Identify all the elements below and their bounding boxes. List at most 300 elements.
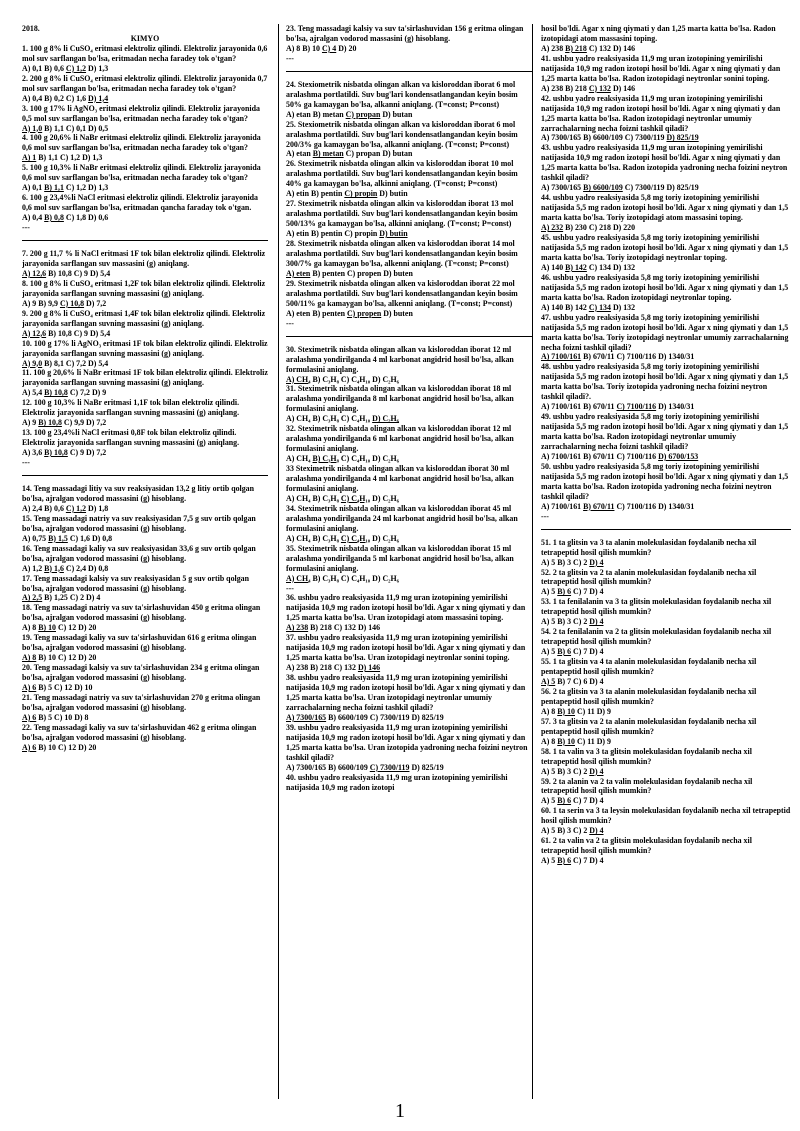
answer-option: D) 20	[78, 742, 97, 752]
answer-option-marked: A) 2,5	[22, 593, 43, 603]
question-text: 58. 1 ta valin va 3 ta glitsin molekulasidan foydalanib necha xil tetrapeptid hosil qilish mumkin?	[541, 746, 752, 766]
answer-option-marked: B) 6600/109	[583, 183, 623, 193]
answer-option: D) 4	[589, 647, 604, 657]
answer-option: C) 132	[333, 663, 356, 673]
answer-options	[22, 713, 268, 723]
question-item	[541, 568, 791, 598]
answer-option: B) 6600/109	[328, 712, 368, 722]
answer-option-marked: C) propin	[344, 189, 378, 199]
answer-option: C) 1,6	[65, 93, 87, 103]
question-item	[286, 384, 532, 424]
answer-option: C) 9	[69, 448, 85, 458]
question-text: 59. 2 ta alanin va 2 ta valin molekulasidan foydalanib necha xil tetrapeptid hosil qilish mumkin?	[541, 776, 753, 796]
answer-option-marked: A) 238	[286, 623, 309, 633]
answer-option: C) propan	[345, 149, 381, 159]
answer-option-marked: D) 6700/153	[658, 451, 699, 461]
answer-option-marked: C) 134	[588, 302, 611, 312]
answer-option: B) 0,6	[44, 63, 64, 73]
answer-option: C) 132	[333, 623, 356, 633]
answer-option: D) 146	[612, 83, 636, 93]
answer-option-marked: D) 1,4	[88, 93, 109, 103]
question-text: 39. ushbu yadro reaksiyasida 11,9 mg uran izotopining yemirilishi natijasida 10,9 mg radon izotopi hosil bo'ldi. Agar x ning qiymati y dan 1,25 marta katta bo'lsa. Uran izotopida yadroning necha foizini neytron tashkil qiladi?	[286, 722, 528, 762]
answer-option: D) 9	[596, 706, 611, 716]
answer-options	[541, 133, 791, 143]
answer-option-marked: A) 9,0	[22, 358, 43, 368]
answer-option: D) C₂H₆	[372, 454, 400, 464]
answer-options	[286, 149, 532, 159]
answer-options	[22, 448, 268, 458]
answer-option-marked: B) C₃H₈	[312, 454, 339, 464]
answer-option: A) 5	[541, 587, 556, 597]
answer-option: A) 8	[541, 706, 556, 716]
answer-option-marked: C) 10,8	[59, 298, 85, 308]
section-end-marker: ---	[22, 223, 30, 233]
question-text: 18. Teng massadagi natriy va suv ta'sirlashuvidan 450 g eritma olingan bo'lsa, ajralgan vodorod massasini (g) hisoblang.	[22, 603, 261, 623]
answer-option: C) 12	[57, 653, 77, 663]
answer-options	[541, 707, 791, 717]
question-text: 25. Stexiometrik nisbatda olingan alkan va kisloroddan iborat 6 mol aralashma portlatildi. Suv bug'lari kondensatlangandan keyin bosim 200/3% ga kamaygan bo'lsa, alkanni aniqlang. (T=const; P=const)	[286, 119, 518, 149]
answer-option: C) 0,1	[65, 123, 87, 133]
answer-option: A) 5	[541, 796, 556, 806]
answer-option: B) 3	[557, 766, 572, 776]
question-item	[286, 279, 532, 319]
answer-option: C) 11	[576, 736, 595, 746]
section-divider	[22, 475, 268, 476]
answer-option: D) 8	[74, 712, 89, 722]
answer-option: C) 7100/116	[616, 501, 657, 511]
answer-option-marked: A) eten	[286, 268, 311, 278]
answer-option-marked: B) 6	[557, 647, 572, 657]
answer-options	[286, 414, 532, 424]
answer-option: C) 1,2	[59, 153, 81, 163]
question-text: 17. Teng massadagi kalsiy va suv reaksiyasidan 5 g suv ortib qolgan bo'lsa, ajralgan vodorod massasini (g) hisoblang.	[22, 573, 249, 593]
question-text: 26. Steximetrik nisbatda olingan alkin va kisloroddan iborat 10 mol aralashma portlatildi. Suv bug'lari kondensatlangandan keyin bosim 40% ga kamaygan bo'lsa, alkinni aniqlang. (T=const; P=const)	[286, 159, 518, 189]
answer-option-marked: D) C₂H₆	[372, 414, 400, 424]
question-item	[286, 464, 532, 504]
question-item	[541, 777, 791, 807]
section-end-marker: ---	[286, 583, 294, 593]
answer-option: B) metan	[312, 109, 344, 119]
text-column-1	[22, 24, 268, 1099]
question-item	[541, 836, 791, 866]
answer-option: C) 1,2	[65, 183, 87, 193]
answer-option-marked: C) C₄H₁₀	[340, 493, 371, 503]
answer-option: C) 134	[588, 262, 611, 272]
answer-option: B) pentin	[311, 189, 343, 199]
question-item	[541, 233, 791, 273]
answer-option: D) 7,2	[86, 448, 107, 458]
answer-option: C) 7	[573, 856, 588, 866]
question-text: 4. 100 g 20,6% li NaBr eritmasi elektroliz qilindi. Elektroliz jarayonida 0,6 mol suv sarflangan bo'lsa, eritmadan necha faradey tok o'tgan?	[22, 133, 261, 153]
answer-option: D) 220	[612, 223, 636, 233]
answer-option: A) 238	[541, 83, 564, 93]
answer-option-marked: C) 7300/119	[369, 762, 410, 772]
question-text: 47. ushbu yadro reaksiyasida 5,8 mg toriy izotopining yemirilishi natijasida 5,5 mg radon izotopi hosil bo'ldi. Agar x ning qiymati y dan 1,5 marta katta bo'lsa. Toriy izotopidagi neytronlar umumiy zarrachalarning necha foizni tashkil qiladi?	[541, 312, 789, 352]
answer-option: D) 1,3	[88, 63, 109, 73]
answer-option: D) C₂H₆	[372, 493, 400, 503]
answer-options	[22, 653, 268, 663]
answer-option-marked: B) 6	[557, 587, 572, 597]
answer-option: B) pentin	[311, 229, 343, 239]
question-item	[22, 279, 268, 309]
question-item	[541, 657, 791, 687]
answer-option: A) 7300/165	[541, 133, 582, 143]
question-text: 45. ushbu yadro reaksiyasida 5,8 mg toriy izotopining yemirilishi natijasida 5,5 mg radon izotopi hosil bo'ldi. Agar x ning qiymati y dan 1,5 marta katta bo'lsa. Toriy izotopidagi neytronlar toping.	[541, 233, 789, 262]
answer-options	[541, 826, 791, 836]
answer-option-marked: B) 10	[38, 623, 56, 633]
question-item	[541, 313, 791, 363]
answer-options	[22, 269, 268, 279]
answer-option: D) buten	[383, 308, 413, 318]
answer-option: A) 0,4	[22, 213, 43, 223]
question-item	[541, 806, 791, 836]
answer-option: C) 12	[57, 742, 77, 752]
answer-option: A) 140	[541, 302, 564, 312]
answer-option: D) 4	[589, 796, 604, 806]
answer-options	[286, 110, 532, 120]
answer-option: D) 146	[357, 623, 381, 633]
answer-option: B) 7	[557, 677, 572, 686]
answer-option: C) 7	[573, 796, 588, 806]
answer-option-marked: B) 6	[557, 796, 572, 806]
answer-option: C) 7100/116	[616, 451, 657, 461]
answer-option: B) 10,8	[48, 268, 72, 278]
answer-options	[286, 663, 532, 673]
answer-option: D) 4	[589, 587, 604, 597]
question-item	[22, 574, 268, 604]
question-text: 28. Steximetrik nisbatda olingan alken va kisloroddan iborat 14 mol aralashma portlatildi. Suv bug'lari kondensatlangandan keyin bosim 300/7% ga kamaygan bo'lsa, alkenni aniqlang. (T=const; P=const)	[286, 239, 518, 268]
answer-option-marked: D) 4	[589, 617, 604, 627]
answer-option: C) 7100/116	[616, 352, 657, 362]
question-item	[286, 723, 532, 773]
question-item	[22, 193, 268, 223]
answer-option: C) propin	[344, 229, 378, 239]
answer-option-marked: B) metan	[312, 149, 344, 159]
question-item	[541, 273, 791, 313]
answer-option: B) C₃H₈	[312, 493, 339, 503]
answer-option: A) etin	[286, 229, 310, 239]
answer-options	[286, 713, 532, 723]
answer-options	[22, 64, 268, 74]
answer-options	[541, 303, 791, 313]
answer-option: A) etan	[286, 109, 311, 119]
question-item	[286, 504, 532, 544]
question-text: 52. 2 ta glitsin va 2 ta alanin molekulasidan foydalanib necha xil tetrapeptid hosil qilish mumkin?	[541, 567, 757, 587]
answer-option: C) 12	[54, 683, 73, 693]
answer-option: A) 238	[286, 663, 309, 673]
section-divider	[22, 240, 268, 241]
answer-option: B) 670/11	[583, 352, 615, 362]
question-text: 50. ushbu yadro reaksiyasida 5,8 mg toriy izotopining yemirilishi natijasida 5,5 mg radon izotopi hosil bo'ldi. Agar x ning qiymati y dan 1,5 marta katta bo'lsa. Radon izotopida yadroning necha foizini neytron tashkil qiladi?	[541, 461, 789, 501]
question-text: 9. 200 g 8% li CuSO₄ eritmasi 1,4F tok bilan elektroliz qilindi. Elektroliz jarayonida sarflangan suvning massasini (g) aniqlang.	[22, 308, 266, 328]
answer-options	[541, 502, 791, 512]
answer-option: C) 1,6	[69, 533, 90, 543]
answer-option: A) 8	[541, 736, 556, 746]
answer-option: B) 670/11	[583, 451, 615, 461]
answer-options	[541, 677, 791, 687]
answer-option: C) 9	[73, 328, 88, 338]
answer-options	[286, 375, 532, 385]
answer-options	[22, 564, 268, 574]
question-item	[22, 633, 268, 663]
answer-option: A) 8	[286, 43, 301, 53]
question-item	[286, 24, 532, 54]
answer-option: D) 0,8	[91, 533, 113, 543]
answer-options	[286, 269, 532, 279]
column-1-body	[22, 44, 268, 753]
question-item	[541, 538, 791, 568]
question-text: 34. Steximetrik nisbatda olingan alkan va kisloroddan iborat 45 ml aralashma yondirilganda 24 ml karbonat angidrid hosil bo'lsa, alkan formulasini aniqlang.	[286, 503, 518, 533]
answer-option-marked: B) 10,8	[44, 388, 68, 398]
answer-options	[286, 574, 532, 584]
question-text: 60. 1 ta serin va 3 ta leysin molekulasidan foydalanib necha xil tetrapeptid hosil qilish mumkin?	[541, 806, 791, 826]
question-text: 21. Teng massadagi natriy va suv ta'sirlashuvidan 270 g eritma olingan bo'lsa, ajralgan vodorod massasini (g) hisoblang.	[22, 693, 261, 712]
answer-option: C) 6	[573, 677, 588, 686]
answer-option: D) C₂H₆	[372, 573, 400, 583]
answer-options	[541, 352, 791, 362]
section-divider	[286, 336, 532, 337]
page-number: 1	[395, 1100, 405, 1122]
answer-option: C) 2	[573, 826, 588, 836]
column-divider-left	[278, 24, 279, 1099]
answer-option: A) 7300/165	[286, 762, 327, 772]
answer-options	[22, 593, 268, 603]
answer-option: A) 8	[22, 623, 37, 633]
answer-option: A) 0,1	[22, 183, 43, 193]
answer-option-marked: C) 7100/116	[616, 402, 657, 412]
answer-option-marked: D) 4	[589, 826, 604, 836]
question-text: 19. Teng massadagi kaliy va suv ta'sirlashuvidan 616 g eritma olingan bo'lsa, ajralgan vodorod massasini (g) hisoblang.	[22, 633, 257, 653]
answer-option: D) 9	[596, 736, 611, 746]
question-item	[541, 24, 791, 54]
answer-options	[541, 737, 791, 747]
answer-option-marked: A) 7100/161	[541, 352, 582, 362]
answer-options	[22, 388, 268, 398]
answer-option: A) CH₄	[286, 454, 311, 464]
answer-option-marked: B) 1,6	[44, 563, 64, 573]
question-text: 20. Teng massadagi kalsiy va suv ta'sirlashuvidan 234 g eritma olingan bo'lsa, ajralgan vodorod massasini (g) hisoblang.	[22, 663, 260, 683]
answer-option-marked: A) CH₄	[286, 573, 311, 583]
question-text: 48. ushbu yadro reaksiyasida 5,8 mg toriy izotopining yemirilishi natijasida 5,5 mg radon izotopi hosil bo'ldi. Agar x ning qiymati y dan 1,5 marta katta bo'lsa. Toriy izotopida yadroning necha foizini neytron tashkil qiladi?.	[541, 362, 789, 402]
answer-option-marked: C) propen	[346, 308, 382, 318]
answer-options	[286, 454, 532, 464]
answer-option-marked: A) 7300/165	[286, 712, 327, 722]
question-item	[22, 428, 268, 458]
answer-options	[22, 623, 268, 633]
answer-option-marked: C) C₄H₁₀	[340, 533, 371, 543]
answer-option: A) CH₄	[286, 414, 311, 424]
question-item	[22, 663, 268, 693]
question-text: 53. 1 ta fenilalanin va 3 ta glitsin molekulasidan foydalanib necha xil tetrapeptid hosil qilish mumkin?	[541, 597, 772, 617]
column-2-body	[286, 24, 532, 793]
answer-option: B) 5	[38, 683, 53, 693]
question-text: 29. Steximetrik nisbatda olingan alken va kisloroddan iborat 22 mol aralashma portlatildi. Suv bug'lari kondensatlangandan keyin bosim 500/11% ga kamaygan bo'lsa, alkenni aniqlang. (T=const; P=const)	[286, 278, 518, 308]
answer-option: D) C₂H₆	[372, 533, 400, 543]
answer-option: A) 1,2	[22, 563, 43, 573]
answer-option: D) buten	[383, 268, 413, 278]
question-text: 31. Steximetrik nisbatda olingan alkan va kisloroddan iborat 18 ml aralashma yondirilganda 8 ml karbonat angidrid hosil bo'lsa, alkan formulasini aniqlang.	[286, 384, 514, 414]
answer-options	[541, 647, 791, 657]
question-text: 3. 100 g 17% li AgNO₃ eritmasi elektroliz qilindi. Elektroliz jarayonida 0,5 mol suv sarflangan bo'lsa, eritmadan necha faradey tok o'tgan?	[22, 103, 260, 123]
answer-option: D) 4	[86, 593, 101, 603]
question-item	[286, 120, 532, 160]
answer-option: A) 140	[541, 262, 564, 272]
answer-option: D) 5,4	[89, 328, 111, 338]
answer-option: D) 1,3	[88, 183, 109, 193]
answer-option: A) 0,4	[22, 93, 43, 103]
answer-option-marked: A) 232	[541, 223, 564, 233]
answer-option: C) 7	[573, 587, 588, 597]
question-item	[22, 309, 268, 339]
answer-option: B) 230	[565, 223, 587, 233]
answer-options	[541, 558, 791, 568]
answer-option-marked: B) 6	[557, 856, 572, 866]
answer-option-marked: D) butin	[379, 229, 408, 239]
answer-option: C) 9	[73, 268, 88, 278]
answer-option: D) 4	[589, 856, 604, 866]
answer-option: A) 3,6	[22, 448, 43, 458]
answer-options	[22, 504, 268, 514]
question-item	[541, 687, 791, 717]
question-item	[22, 603, 268, 633]
question-text: 43. ushbu yadro reaksiyasida 11,9 mg uran izotopining yemirilishi natijasida 10,9 mg radon izotopi hosil bo'ldi. Agar x ning qiymati y dan 1,25 marta katta bo'lsa. Radon izotopida yadroning necha foizini neytron tashkil qiladi?	[541, 143, 788, 183]
answer-option: B) 1,1	[44, 123, 64, 133]
answer-options	[286, 763, 532, 773]
answer-option: B) 6600/109	[328, 762, 368, 772]
answer-option: C) C₄H₁₀	[340, 374, 371, 384]
question-item	[541, 412, 791, 462]
answer-options	[541, 263, 791, 273]
answer-option-marked: D) 4	[589, 557, 604, 567]
answer-option: B) 670/11	[583, 402, 615, 412]
question-text: 42. ushbu yadro reaksiyasida 11,9 mg uran izotopining yemirilishi natijasida 10,9 mg radon izotopi hosil bo'ldi. Agar x ning qiymati y dan 1,25 marta katta bo'lsa. Radon izotopidagi neytronlar umumiy zarrachalarning necha foizni tashkil qiladi?	[541, 93, 781, 133]
question-text: 38. ushbu yadro reaksiyasida 11,9 mg uran izotopining yemirilishi natijasida 10,9 mg radon izotopi hosil bo'ldi. Agar x ning qiymati y dan 1,25 marta katta bo'lsa. Uran izotopidagi neytronlar umumiy zarrachalarning necha foizni tashkil qiladi?	[286, 673, 526, 712]
answer-option: B) 9,9	[38, 298, 58, 308]
question-item	[286, 199, 532, 239]
answer-option: D) 7,2	[86, 298, 107, 308]
answer-option: A) 5	[541, 617, 556, 627]
answer-option-marked: B) 1,1	[44, 183, 64, 193]
answer-option: B) C₃H₈	[312, 414, 339, 424]
column-3-body	[541, 24, 791, 866]
answer-options	[286, 229, 532, 239]
answer-option: B) 142	[565, 302, 587, 312]
answer-option: A) 7100/161	[541, 501, 582, 511]
answer-option: D) 1,8	[88, 503, 109, 513]
answer-option: C) 9,9	[63, 418, 85, 428]
answer-option: A) 2,4	[22, 503, 43, 513]
answer-option: A) 5	[541, 856, 556, 866]
question-item	[541, 717, 791, 747]
answer-option: A) 0,1	[22, 63, 43, 73]
answer-option: D) 20	[338, 43, 357, 53]
answer-option: C) 2	[573, 557, 588, 567]
question-text: 56. 2 ta glitsin va 3 ta alanin molekulasidan foydalanib necha xil pentapeptid hosil qilish mumkin?	[541, 686, 757, 706]
question-text: 30. Steximetrik nisbatda olingan alkan va kisloroddan iborat 12 ml aralashma yondirilganda 4 ml karbonat angidrid hosil bo'lsa, alkan formulasini aniqlang.	[286, 344, 514, 374]
question-text: 8. 100 g 8% li CuSO₄ eritmasi 1,2F tok bilan elektroliz qilindi. Elektroliz jarayonida sarflangan suvning massasini (g) aniqlang.	[22, 278, 266, 298]
answer-option: C) 7300/119	[369, 712, 410, 722]
answer-option: D) 20	[78, 623, 97, 633]
answer-option-marked: D) 825/19	[666, 133, 699, 143]
answer-option: B) C₃H₈	[312, 374, 339, 384]
answer-options	[22, 683, 268, 693]
question-item	[541, 94, 791, 144]
question-item	[286, 239, 532, 279]
answer-option-marked: A) 1	[22, 153, 37, 163]
answer-option: D) 0,8	[88, 563, 109, 573]
answer-option-marked: A) 6	[22, 683, 37, 693]
question-text: 61. 2 ta valin va 2 ta glitsin molekulasidan foydalanib necha xil tetrapeptid hosil qilish mumkin?	[541, 836, 752, 856]
answer-option: C) propen	[346, 268, 382, 278]
question-text: 24. Stexiometrik nisbatda olingan alkan va kisloroddan iborat 6 mol aralashma portlatildi. Suv bug'lari kondensatlangandan keyin bosim 50% ga kamaygan bo'lsa, alkanni aniqlang. (T=const; P=const)	[286, 79, 518, 109]
answer-option: B) 6600/109	[583, 133, 623, 143]
question-text: 51. 1 ta glitsin va 3 ta alanin molekulasidan foydalanib necha xil tetrapeptid hosil qilish mumkin?	[541, 537, 757, 557]
answer-option: D) 5,4	[88, 358, 109, 368]
question-text: 23. Teng massadagi kalsiy va suv ta'sirlashuvidan 156 g eritma olingan bo'lsa, ajralgan vodorod massasini (g) hisoblang.	[286, 24, 524, 43]
question-text: 33 Steximetrik nisbatda olingan alkan va kisloroddan iborat 30 ml aralashma yondirilganda 4 ml karbonat angidrid hosil bo'lsa, alkan formulasini aniqlang.	[286, 464, 514, 493]
answer-options	[22, 124, 268, 134]
answer-option: B) 3	[557, 617, 572, 627]
question-text: 49. ushbu yadro reaksiyasida 5,8 mg toriy izotopining yemirilishi natijasida 5,5 mg radon izotopi hosil bo'ldi. Agar x ning qiymati y dan 1,5 marta katta bo'lsa. Radon izotopidagi neytronlar umumiy zarrachalarning necha foizni tashkil qiladi?	[541, 412, 789, 452]
question-text: 11. 100 g 20,6% li NaBr eritmasi 1F tok bilan elektroliz qilindi. Elektroliz jarayonida sarflangan suvning massasini (g) aniqlang.	[22, 368, 268, 388]
question-item	[22, 339, 268, 369]
question-item	[22, 544, 268, 574]
answer-option: D) 10	[74, 683, 93, 693]
question-item	[22, 693, 268, 723]
answer-option: C) 10	[54, 712, 73, 722]
question-item	[22, 514, 268, 544]
answer-option: D) butan	[382, 109, 413, 119]
answer-option: D) 5,4	[89, 268, 111, 278]
answer-options	[22, 153, 268, 163]
question-text: 44. ushbu yadro reaksiyasida 5,8 mg toriy izotopining yemirilishi natijasida 5,5 mg radon izotopi hosil bo'ldi. Agar x ning qiymati y dan 1,5 marta katta bo'lsa. Toriy izotopidagi atom massasini toping.	[541, 193, 789, 223]
answer-option: A) CH₄	[286, 533, 311, 543]
question-text: 37. ushbu yadro reaksiyasida 11,9 mg uran izotopining yemirilishi natijasida 10,9 mg radon izotopi hosil bo'ldi. Agar x ning qiymati y dan 1,25 marta katta bo'lsa. Uran izotopidagi neytronlar sonini toping.	[286, 633, 526, 663]
answer-options	[22, 329, 268, 339]
question-text: 1. 100 g 8% li CuSO₄ eritmasi elektroliz qilindi. Elektroliz jarayonida 0,6 mol suv sarflangan bo'lsa, eritmadan necha faradey tok o'tgan?	[22, 43, 268, 63]
answer-option: D) 1340/31	[658, 352, 695, 362]
question-item	[286, 673, 532, 723]
question-text: 40. ushbu yadro reaksiyasida 11,9 mg uran izotopining yemirilishi natijasida 10,9 mg radon izotopi	[286, 772, 508, 792]
answer-options	[286, 494, 532, 504]
question-text: 57. 3 ta glitsin va 2 ta alanin molekulasidan foydalanib necha xil pentapeptid hosil qilish mumkin?	[541, 716, 757, 736]
question-text: 32. Steximetrik nisbatda olingan alkan va kisloroddan iborat 12 ml aralashma yondirilganda 6 ml karbonat angidrid hosil bo'lsa, alkan formulasini aniqlang.	[286, 424, 514, 454]
answer-options	[541, 223, 791, 233]
document-year: 2018.	[22, 24, 40, 33]
section-end-marker: ---	[541, 511, 549, 521]
answer-option: C) 12	[57, 623, 77, 633]
answer-options	[22, 743, 268, 753]
answer-option: D) 1340/31	[658, 501, 695, 511]
answer-options	[286, 623, 532, 633]
answer-option: B) 3	[557, 826, 572, 836]
answer-option: B) C₃H₈	[312, 533, 339, 543]
answer-option: D) 825/19	[411, 762, 444, 772]
answer-options	[22, 183, 268, 193]
answer-option-marked: C) 4	[321, 43, 337, 53]
answer-option: D) 20	[78, 653, 97, 663]
question-text: 5. 100 g 10,3% li NaBr eritmasi elektroliz qilindi. Elektroliz jarayonida 0,6 mol suv sarflangan bo'lsa, eritmadan necha faradey tok o'tgan?	[22, 163, 261, 183]
question-text: 12. 100 g 10,3% li NaBr eritmasi 1,1F tok bilan elektroliz qilindi. Elektroliz jarayonida sarflangan suvning massasini (g) aniqlang.	[22, 398, 240, 418]
answer-option: B) penten	[312, 308, 345, 318]
answer-option: A) 7100/161	[541, 451, 582, 461]
answer-option: A) 5	[541, 557, 556, 567]
question-item	[22, 74, 268, 104]
answer-options	[541, 183, 791, 193]
answer-option: C) C₄H₁₀	[340, 573, 371, 583]
answer-options	[286, 309, 532, 319]
answer-option: C) 132	[588, 43, 611, 53]
